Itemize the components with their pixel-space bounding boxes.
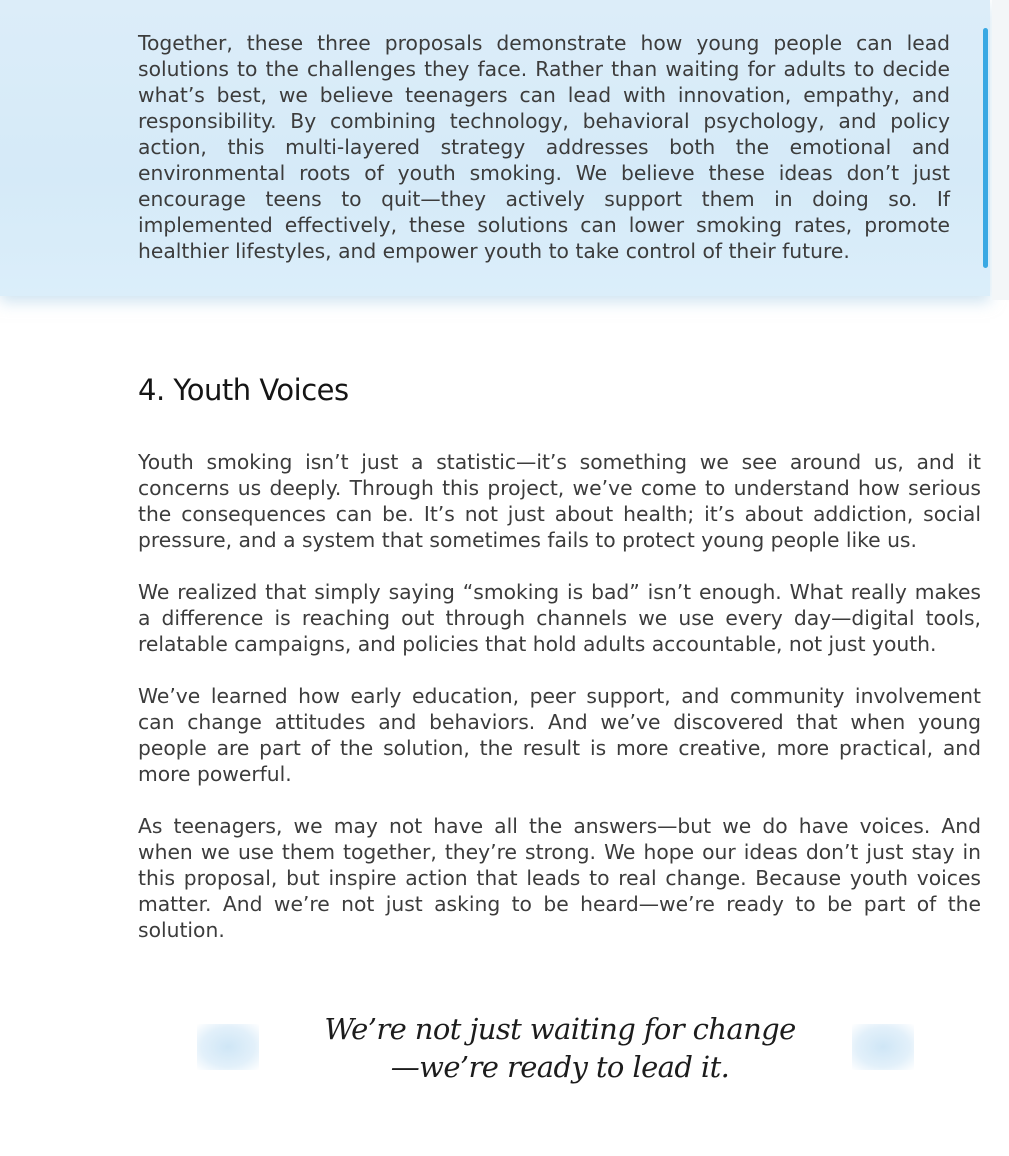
quote-decoration-right <box>852 1024 914 1070</box>
paragraph: We’ve learned how early education, peer support, and community involvement can change attitudes and behaviors. And we’ve discovered that when young people are part of the solution, the result is more creative, more practical, and more powerful. <box>138 684 981 786</box>
paragraph: We realized that simply saying “smoking is bad” isn’t enough. What really makes a difference is reaching out through channels we use every day—digital tools, relatable campaigns, and policies that hold adults accountable, not just youth. <box>138 580 981 656</box>
quote-decoration-left <box>197 1024 259 1070</box>
page-edge <box>992 0 1009 300</box>
accent-bar <box>983 28 988 268</box>
quote-line-1: We’re not just waiting for change <box>324 1012 796 1046</box>
section-title: 4. Youth Voices <box>138 373 349 407</box>
closing-quote <box>300 1010 820 1086</box>
intro-paragraph: Together, these three proposals demonstrate how young people can lead solutions to the challenges they face. Rather than waiting for adults to decide what’s best, we believe teenagers can lead with innovation, empathy, and responsibility. By combining technology, behavioral psychology, and policy action, this multi-layered strategy addresses both the emotional and environmental roots of youth smoking. We believe these ideas don’t just encourage teens to quit—they actively support them in doing so. If implemented effectively, these solutions can lower smoking rates, promote healthier lifestyles, and empower youth to take control of their future. <box>138 31 950 263</box>
quote-line-2: —we’re ready to lead it. <box>390 1050 730 1084</box>
paragraph: As teenagers, we may not have all the answers—but we do have voices. And when we use them together, they’re strong. We hope our ideas don’t just stay in this proposal, but inspire action that leads to real change. Because youth voices matter. And we’re not just asking to be heard—we’re ready to be part of the solution. <box>138 814 981 942</box>
section-body <box>138 449 981 969</box>
intro-panel <box>0 0 990 296</box>
paragraph: Youth smoking isn’t just a statistic—it’s something we see around us, and it concerns us deeply. Through this project, we’ve come to understand how serious the consequences can be. It’s not just about health; it’s about addiction, social pressure, and a system that sometimes fails to protect young people like us. <box>138 450 981 552</box>
